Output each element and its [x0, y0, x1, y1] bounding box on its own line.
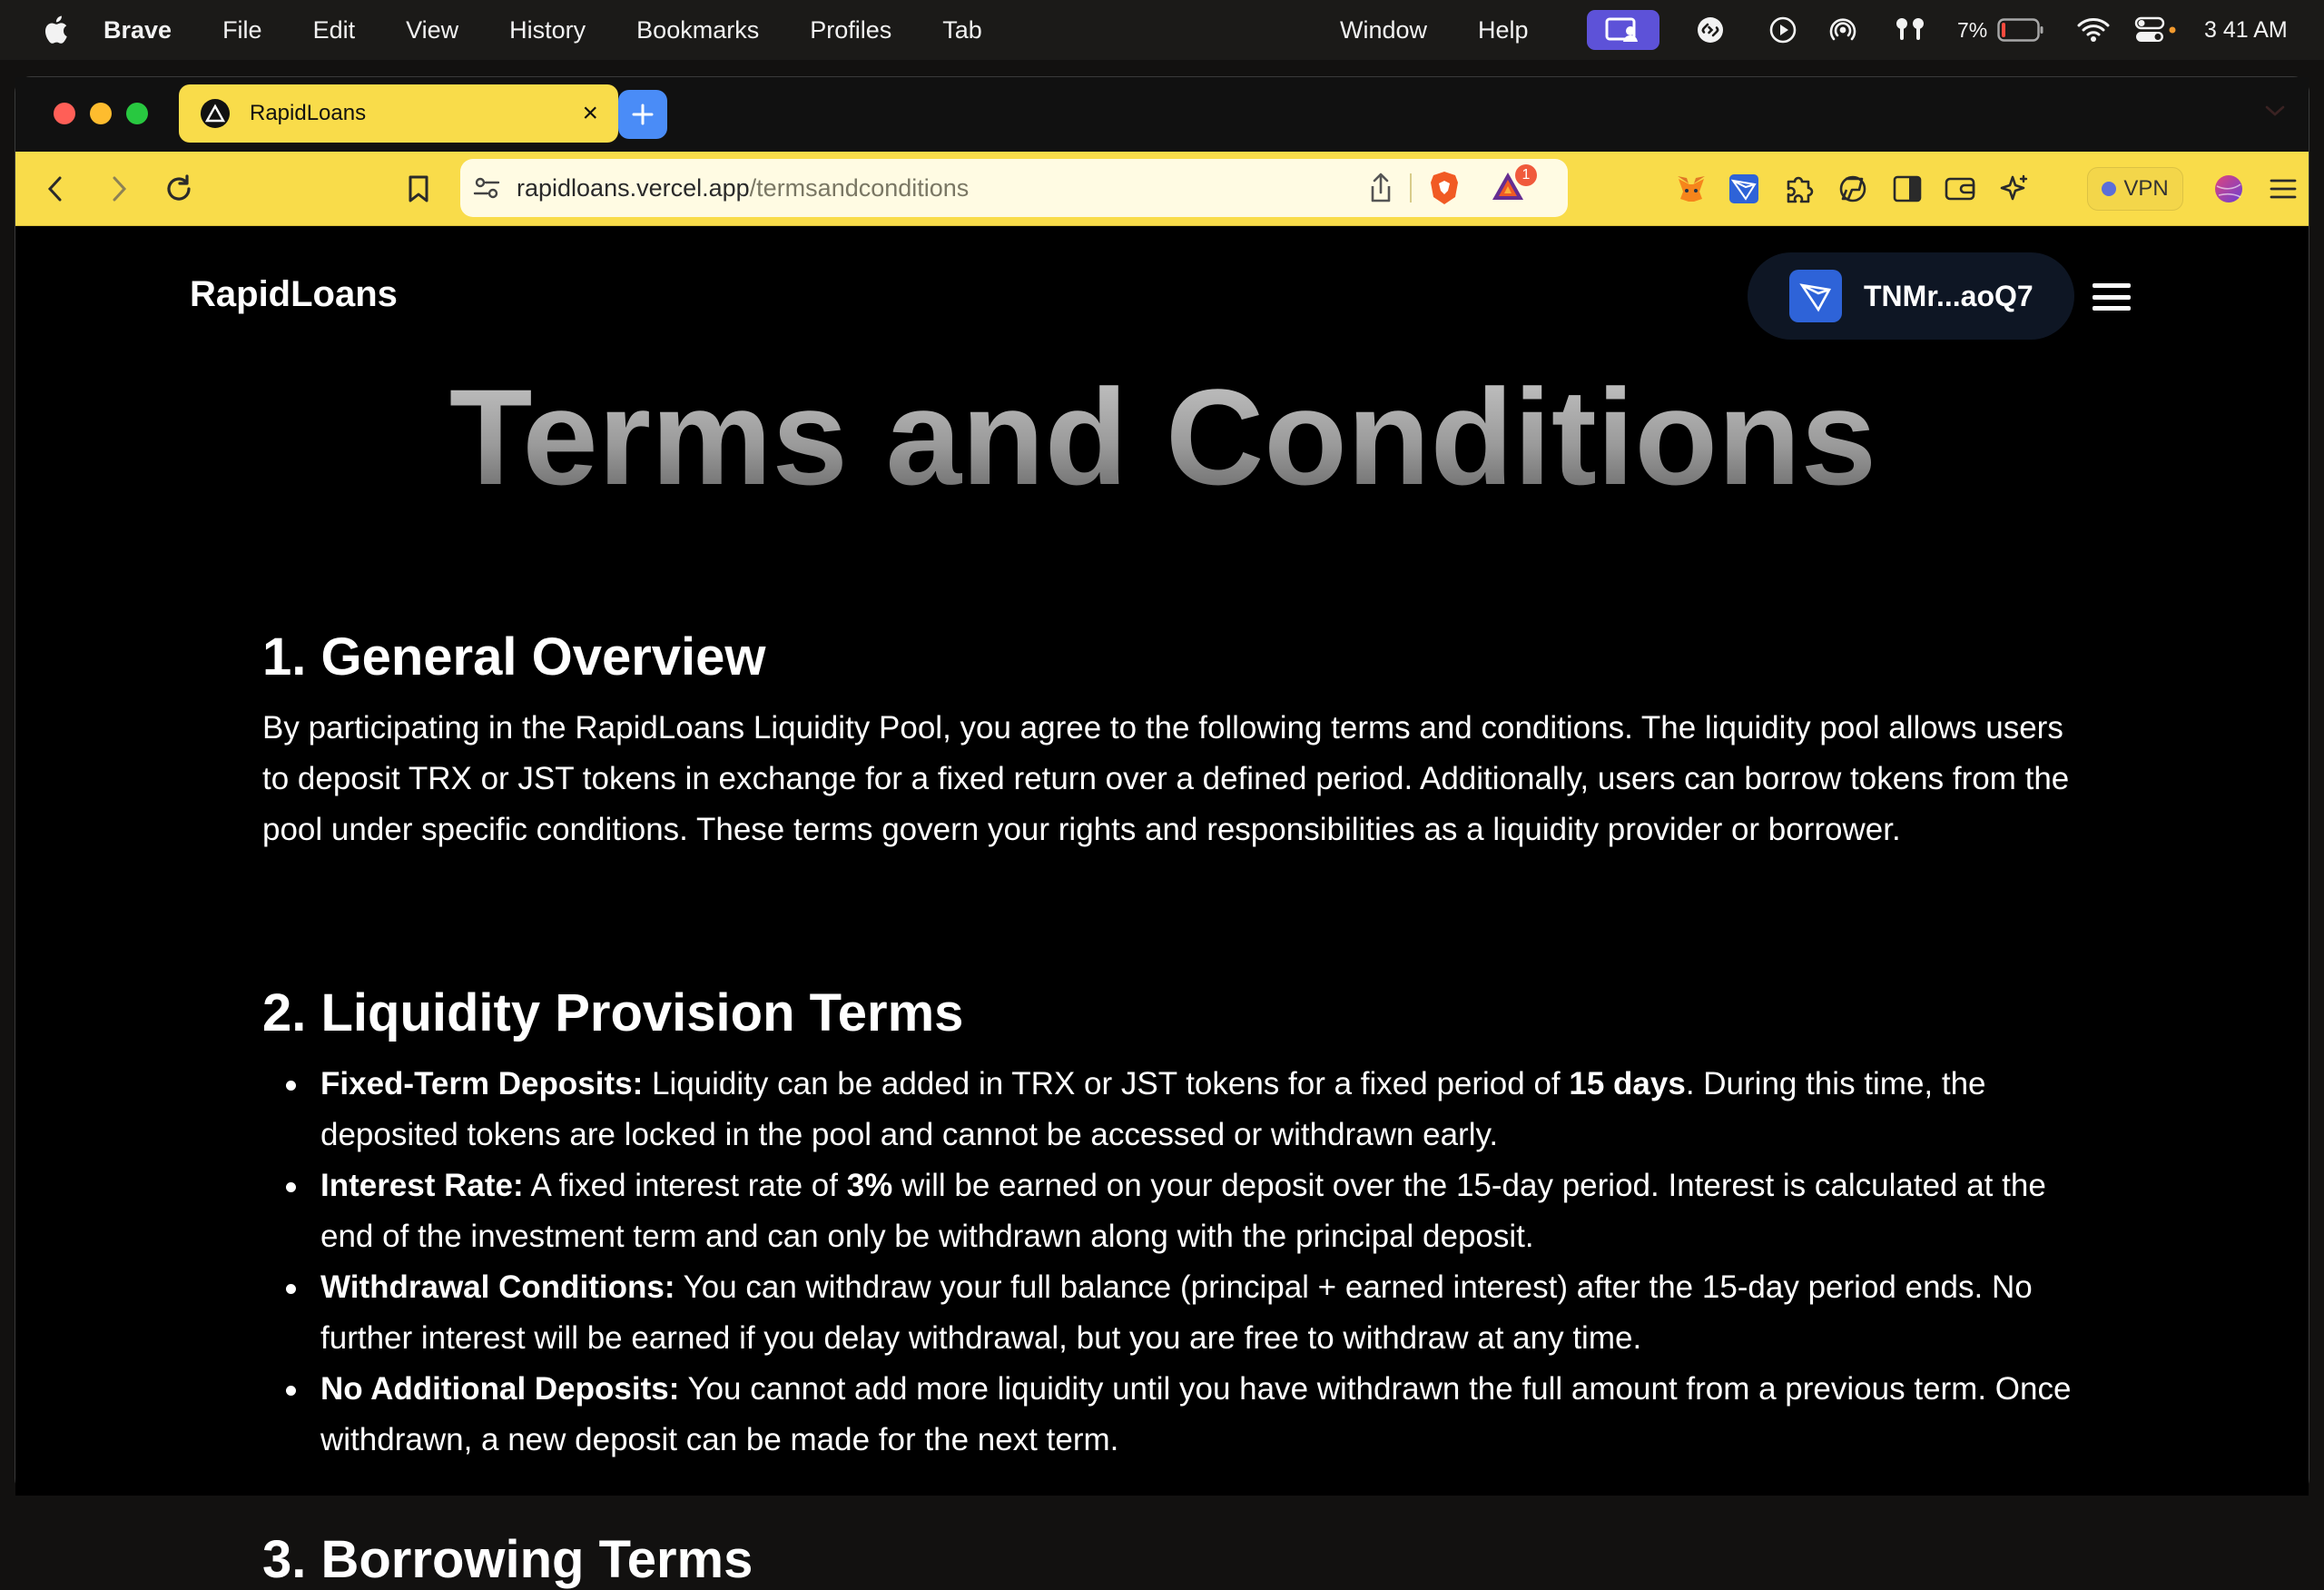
brave-shields-icon[interactable] [1428, 170, 1461, 206]
apple-icon[interactable] [40, 14, 69, 46]
menu-edit[interactable]: Edit [312, 15, 356, 44]
site-logo[interactable]: RapidLoans [190, 274, 398, 314]
bookmark-icon [407, 174, 430, 203]
profile-avatar-icon [2213, 173, 2244, 204]
airpods-tray[interactable] [1890, 0, 1930, 60]
battery-icon [1997, 18, 2044, 42]
browser-toolbar [15, 152, 2309, 226]
list-item [262, 1160, 2078, 1262]
ai-assistant-button[interactable] [1994, 152, 2034, 226]
menu-window[interactable]: Window [1340, 15, 1428, 44]
chevron-left-icon [46, 175, 64, 202]
sidebar-toggle[interactable] [1887, 152, 1927, 226]
profile-button[interactable] [2209, 152, 2249, 226]
term-text: A fixed interest rate of [523, 1168, 847, 1203]
term-text: will be earned on your deposit over the 15-day period. Interest is calculated at the end of the investment term and can only be withdrawn along with the principal deposit. [320, 1168, 2046, 1254]
browser-menu-button[interactable] [2263, 152, 2303, 226]
media-tray[interactable] [1763, 0, 1803, 60]
term-text: You can withdraw your full balance (principal + earned interest) after the 15-day period ends. No further interest will be earned if you delay withdrawal, but you are free to withdraw at any time. [320, 1269, 2033, 1356]
play-icon [1768, 15, 1797, 44]
hamburger-line [2093, 306, 2131, 311]
menu-app-name[interactable]: Brave [103, 15, 172, 44]
tab-close-button[interactable]: × [582, 98, 598, 128]
tab-rapidloans[interactable] [179, 84, 618, 143]
tronlink-extension[interactable] [1724, 152, 1764, 226]
battery-percent: 7% [1957, 18, 1988, 42]
wifi-tray[interactable] [2073, 0, 2113, 60]
nav-menu-button[interactable] [2093, 283, 2131, 311]
wallet-connect-button[interactable] [1748, 252, 2074, 340]
rewards-badge: 1 [1515, 164, 1537, 186]
wallet-icon [1945, 175, 1975, 202]
browser-window [15, 76, 2309, 1589]
menu-profiles[interactable]: Profiles [810, 15, 892, 44]
airdrop-icon [1827, 15, 1858, 45]
battery-tray[interactable] [1995, 0, 2046, 60]
window-minimize-button[interactable] [90, 103, 112, 124]
tab-title: RapidLoans [250, 101, 367, 125]
tronlink-icon [1728, 173, 1759, 204]
term-text: . During this time, the deposited tokens are locked in the pool and cannot be accessed or withdrawn early. [320, 1066, 1986, 1152]
list-item [262, 1059, 2078, 1160]
control-center-icon [2134, 15, 2178, 44]
reload-button[interactable] [159, 152, 199, 226]
vpn-status-icon [2102, 182, 2116, 196]
reload-icon [163, 173, 194, 204]
leo-extension[interactable] [1833, 152, 1873, 226]
wallet-button[interactable] [1940, 152, 1980, 226]
shazam-tray[interactable] [1690, 0, 1730, 60]
plus-icon [631, 103, 655, 126]
section-heading-borrowing-terms: 3. Borrowing Terms [262, 1530, 753, 1589]
sidebar-icon [1893, 175, 1922, 202]
list-item [262, 1364, 2078, 1466]
tronlink-wallet-icon [1789, 270, 1842, 322]
term-text: You cannot add more liquidity until you have withdrawn the full amount from a previous term. Once withdrawn, a new deposit can be made for the next term. [320, 1371, 2072, 1457]
menu-bookmarks[interactable]: Bookmarks [636, 15, 760, 44]
sparkle-icon [1999, 173, 2030, 204]
wallet-address: TNMr...aoQ7 [1864, 279, 2034, 312]
chevron-right-icon [110, 175, 128, 202]
back-button[interactable] [35, 152, 75, 226]
web-page [15, 227, 2309, 1589]
macos-menu-bar [0, 0, 2324, 60]
list-item [262, 1262, 2078, 1364]
screen-share-status[interactable] [1587, 0, 1659, 60]
hamburger-line [2093, 295, 2131, 300]
url-host: rapidloans.vercel.app [517, 173, 750, 202]
url-path: /termsandconditions [749, 173, 970, 202]
menu-clock[interactable]: 3 41 AM [2204, 17, 2288, 43]
shazam-icon [1696, 15, 1725, 44]
puzzle-icon [1783, 173, 1814, 204]
menu-file[interactable]: File [222, 15, 262, 44]
control-center-tray[interactable] [2133, 0, 2179, 60]
section-heading-liquidity-provision: 2. Liquidity Provision Terms [262, 983, 964, 1042]
term-label: Withdrawal Conditions: [320, 1269, 675, 1305]
leo-icon [1837, 173, 1868, 204]
screen-share-icon [1605, 16, 1641, 44]
airpods-icon [1893, 16, 1927, 44]
term-text: Liquidity can be added in TRX or JST tokens for a fixed period of [643, 1066, 1570, 1101]
vpn-button[interactable] [2087, 167, 2183, 211]
metamask-extension[interactable] [1671, 152, 1711, 226]
page-title: Terms and Conditions [15, 351, 2310, 523]
section-heading-general-overview: 1. General Overview [262, 627, 766, 686]
site-settings-icon[interactable] [473, 176, 500, 200]
bookmark-button[interactable] [399, 152, 438, 226]
new-tab-button[interactable] [618, 90, 667, 139]
extensions-button[interactable] [1778, 152, 1818, 226]
term-emphasis: 3% [846, 1168, 893, 1203]
share-icon[interactable] [1368, 172, 1393, 204]
rapidloans-favicon-icon [201, 99, 230, 128]
term-label: Interest Rate: [320, 1168, 524, 1203]
menu-icon [2270, 178, 2297, 200]
term-label: Fixed-Term Deposits: [320, 1066, 644, 1101]
airdrop-tray[interactable] [1823, 0, 1863, 60]
window-zoom-button[interactable] [126, 103, 148, 124]
menu-history[interactable]: History [509, 15, 586, 44]
wifi-icon [2077, 17, 2110, 43]
window-close-button[interactable] [54, 103, 75, 124]
metamask-fox-icon [1675, 173, 1708, 204]
menu-view[interactable]: View [406, 15, 459, 44]
hamburger-line [2093, 283, 2131, 288]
tab-strip [15, 77, 2309, 152]
address-bar-divider [1410, 173, 1412, 202]
liquidity-terms-list [262, 1059, 2078, 1466]
tab-list-chevron-icon[interactable] [2265, 104, 2285, 117]
term-label: No Additional Deposits: [320, 1371, 680, 1407]
menu-help[interactable]: Help [1478, 15, 1529, 44]
menu-tab[interactable]: Tab [942, 15, 982, 44]
vpn-label: VPN [2123, 176, 2169, 201]
address-bar[interactable] [460, 159, 1568, 217]
forward-button[interactable] [99, 152, 139, 226]
term-emphasis: 15 days [1569, 1066, 1686, 1101]
general-overview-paragraph: By participating in the RapidLoans Liquidity Pool, you agree to the following terms and conditions. The liquidity pool allows users to deposit TRX or JST tokens in exchange for a fixed return over a defined period. Additionally, users can borrow tokens from the pool under specific conditions. These terms govern your rights and responsibilities as a liquidity provider or borrower. [262, 710, 2070, 847]
